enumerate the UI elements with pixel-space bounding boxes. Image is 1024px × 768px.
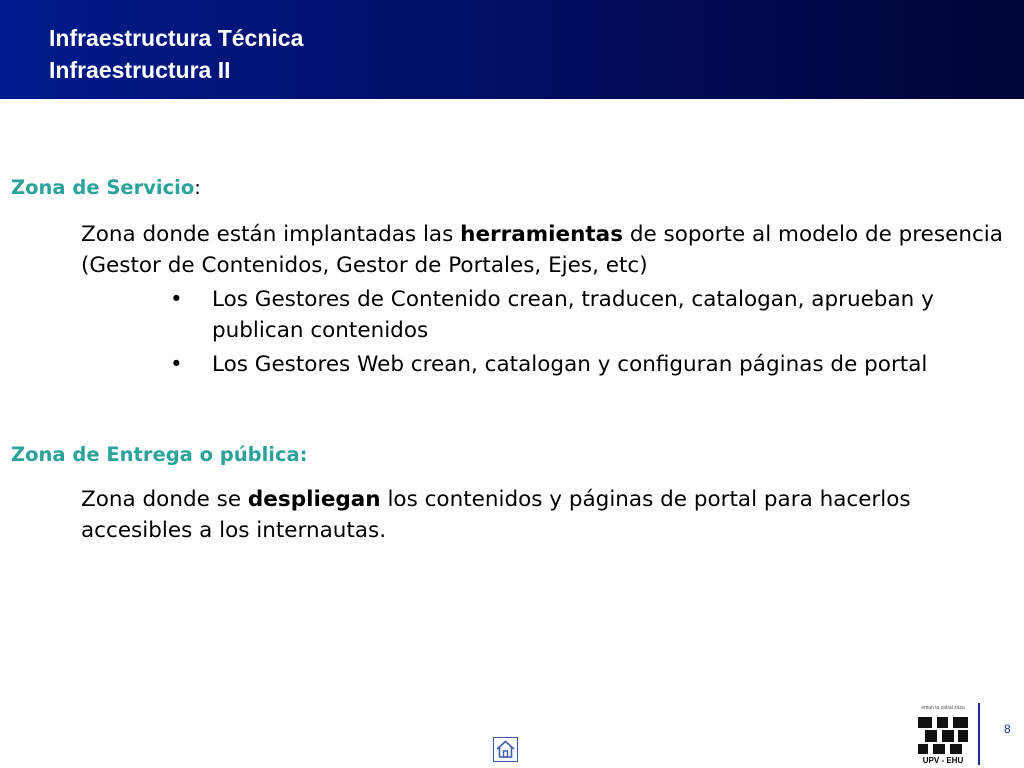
university-logo: eman ta zabal zazu UPV - EHU [913,703,973,767]
section-heading-servicio: Zona de Servicio: [11,176,201,199]
slide-subtitle: Infraestructura II [49,57,231,83]
section-heading-entrega: Zona de Entrega o pública: [11,443,308,466]
bullet-icon: • [170,352,183,377]
slide-header [0,0,1024,99]
home-icon [494,738,517,761]
page-number: 8 [1004,722,1011,736]
bullet-icon: • [170,287,183,312]
bold-term-despliegan: despliegan [247,487,381,512]
paragraph-servicio: Zona donde están implantadas las herramientas de soporte al modelo de presencia (Gestor de Contenidos, Gestor de Portales, Ejes, etc) [81,222,1003,278]
footer-divider [978,703,980,765]
home-button[interactable] [493,737,518,762]
paragraph-entrega: Zona donde se despliegan los contenidos y páginas de portal para hacerlos accesibles a los internautas. [81,487,911,543]
bold-term-herramientas: herramientas [460,222,623,247]
bullet-item: • Los Gestores de Contenido crean, traducen, catalogan, aprueban y publican contenidos [170,284,1010,346]
bullet-item: • Los Gestores Web crean, catalogan y configuran páginas de portal [170,349,1010,380]
bullet-list [170,284,1010,383]
slide-title: Infraestructura Técnica [49,25,304,51]
